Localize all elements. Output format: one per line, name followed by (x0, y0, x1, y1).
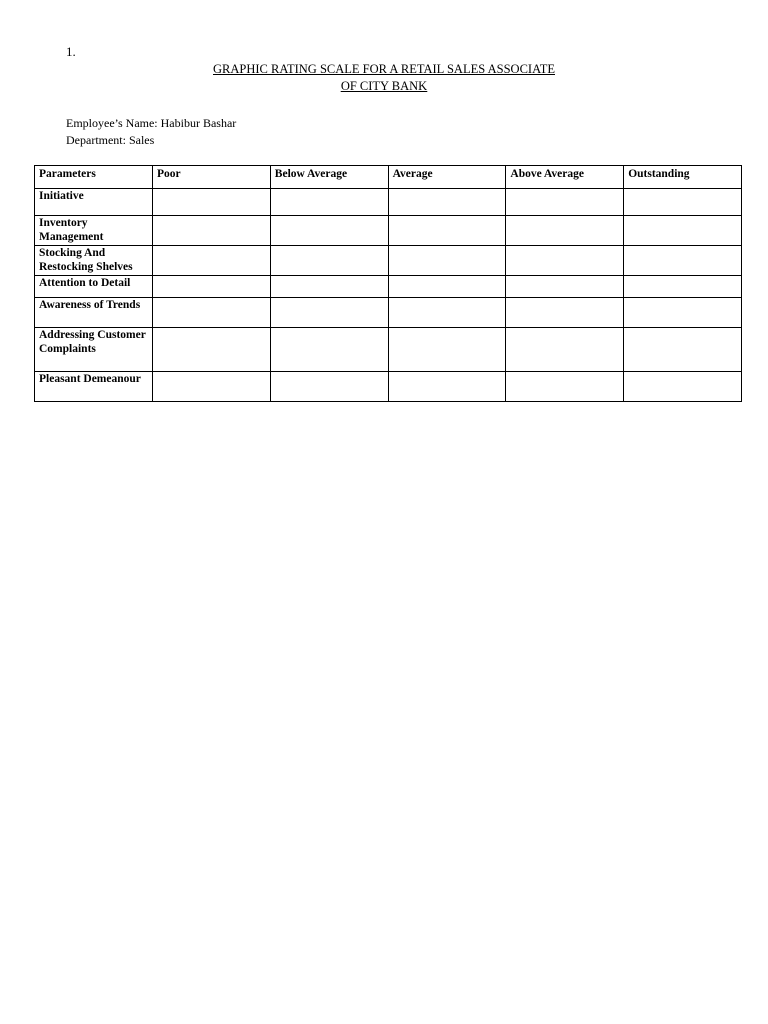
parameter-attention-to-detail: Attention to Detail (35, 276, 153, 298)
header-outstanding: Outstanding (624, 166, 742, 189)
rating-cell[interactable] (153, 298, 271, 328)
rating-cell[interactable] (270, 189, 388, 216)
rating-cell[interactable] (388, 189, 506, 216)
page-number: 1. (66, 44, 76, 59)
table-row (35, 298, 742, 328)
parameter-pleasant-demeanour: Pleasant Demeanour (35, 372, 153, 402)
header-average: Average (388, 166, 506, 189)
header-above-average: Above Average (506, 166, 624, 189)
rating-cell[interactable] (153, 246, 271, 276)
rating-cell[interactable] (388, 328, 506, 372)
rating-cell[interactable] (388, 372, 506, 402)
rating-cell[interactable] (270, 372, 388, 402)
employee-department: Department: Sales (66, 133, 155, 147)
table-row (35, 276, 742, 298)
rating-cell[interactable] (388, 298, 506, 328)
title-line-2: OF CITY BANK (340, 79, 428, 93)
parameter-awareness-of-trends: Awareness of Trends (35, 298, 153, 328)
rating-cell[interactable] (506, 328, 624, 372)
rating-cell[interactable] (388, 276, 506, 298)
table-row (35, 372, 742, 402)
rating-cell[interactable] (270, 328, 388, 372)
rating-cell[interactable] (270, 298, 388, 328)
table-header-row (35, 166, 742, 189)
rating-cell[interactable] (506, 216, 624, 246)
rating-cell[interactable] (506, 246, 624, 276)
table-row (35, 328, 742, 372)
table-row (35, 216, 742, 246)
rating-cell[interactable] (153, 276, 271, 298)
rating-cell[interactable] (624, 276, 742, 298)
parameter-initiative: Initiative (35, 189, 153, 216)
employee-info (66, 115, 236, 149)
rating-cell[interactable] (153, 328, 271, 372)
rating-cell[interactable] (153, 372, 271, 402)
rating-cell[interactable] (388, 246, 506, 276)
rating-cell[interactable] (624, 246, 742, 276)
rating-cell[interactable] (506, 276, 624, 298)
rating-cell[interactable] (624, 298, 742, 328)
rating-cell[interactable] (506, 189, 624, 216)
rating-cell[interactable] (624, 328, 742, 372)
rating-cell[interactable] (624, 189, 742, 216)
rating-cell[interactable] (624, 372, 742, 402)
rating-cell[interactable] (624, 216, 742, 246)
rating-cell[interactable] (270, 276, 388, 298)
parameter-inventory-management: Inventory Management (35, 216, 153, 246)
header-parameters: Parameters (35, 166, 153, 189)
title-line-1: GRAPHIC RATING SCALE FOR A RETAIL SALES ASSOCIATE (213, 62, 555, 76)
header-poor: Poor (153, 166, 271, 189)
header-below-average: Below Average (270, 166, 388, 189)
parameter-stocking-restocking: Stocking And Restocking Shelves (35, 246, 153, 276)
rating-cell[interactable] (506, 298, 624, 328)
rating-cell[interactable] (388, 216, 506, 246)
rating-cell[interactable] (153, 216, 271, 246)
parameter-addressing-complaints: Addressing Customer Complaints (35, 328, 153, 372)
rating-cell[interactable] (270, 246, 388, 276)
rating-cell[interactable] (506, 372, 624, 402)
table-row (35, 246, 742, 276)
rating-table (34, 165, 742, 402)
employee-name: Employee’s Name: Habibur Bashar (66, 116, 237, 130)
document-title (0, 61, 768, 95)
table-row (35, 189, 742, 216)
rating-cell[interactable] (153, 189, 271, 216)
rating-cell[interactable] (270, 216, 388, 246)
